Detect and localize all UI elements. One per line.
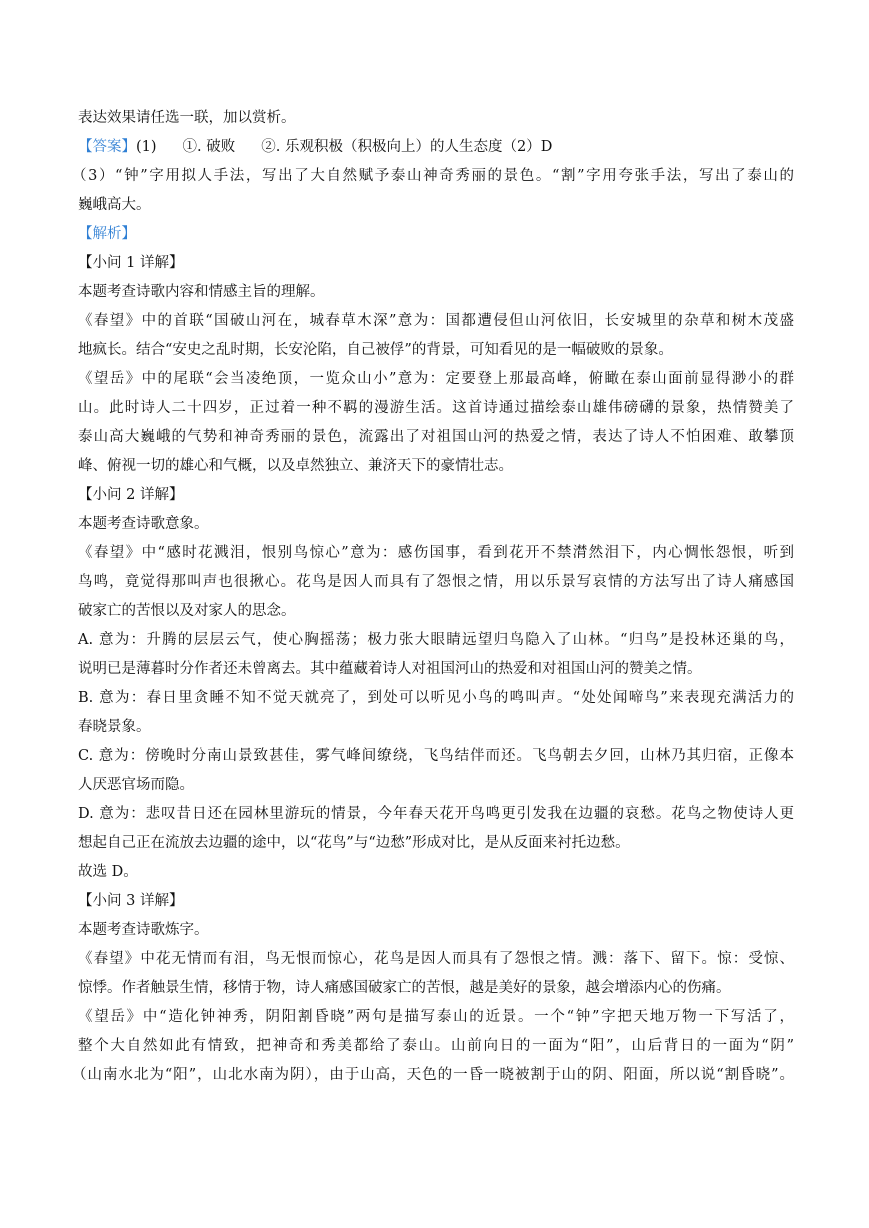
- q1-line-5: 山。此时诗人二十四岁，正过着一种不羁的漫游生活。这首诗通过描绘泰山雄伟磅礴的景象，热情赞美了: [78, 400, 794, 416]
- q1-heading: 【小问 1 详解】: [78, 255, 184, 271]
- q2-heading: 【小问 2 详解】: [78, 487, 184, 503]
- answer-line: [78, 133, 794, 162]
- q1-line-7: 峰、俯视一切的雄心和气概，以及卓然独立、兼济天下的豪情壮志。: [78, 458, 513, 474]
- q2-option-d-line-2: 想起自己正在流放去边疆的途中，以“花鸟”与“边愁”形成对比，是从反面来衬托边愁。: [78, 835, 630, 851]
- answer-3-line-1: （3）“钟”字用拟人手法，写出了大自然赋予泰山神奇秀丽的景色。“割”字用夸张手法，写出了泰山的: [72, 168, 794, 184]
- q3-line-3: 惊悸。作者触景生情，移情于物，诗人痛感国破家亡的苦恨，越是美好的景象，越会增添内心的伤痛。: [78, 980, 731, 996]
- q2-option-c-line-1: C. 意为：傍晚时分南山景致甚佳，雾气峰间缭绕，飞鸟结伴而还。飞鸟朝去夕回，山林乃其归宿，正像本: [78, 748, 794, 764]
- answer-part-3: ②. 乐观积极（积极向上）的人生态度（2）D: [261, 139, 553, 155]
- q2-option-b-line-1: B. 意为：春日里贪睡不知不觉天就亮了，到处可以听见小鸟的鸣叫声。“处处闻啼鸟”来表现充满活力的: [78, 690, 794, 706]
- q3-heading: 【小问 3 详解】: [78, 893, 184, 909]
- answer-3-line-2: 巍峨高大。: [78, 197, 151, 213]
- document-body: [72, 104, 794, 1090]
- q2-option-a-line-1: A. 意为：升腾的层层云气，使心胸摇荡；极力张大眼睛远望归鸟隐入了山林。“归鸟”是投林还巢的鸟，: [78, 632, 794, 648]
- q1-line-2: 《春望》中的首联“国破山河在，城春草木深”意为：国都遭侵但山河依旧，长安城里的杂草和树木茂盛: [78, 313, 794, 329]
- q1-line-1: 本题考查诗歌内容和情感主旨的理解。: [78, 284, 325, 300]
- q3-line-1: 本题考查诗歌炼字。: [78, 922, 209, 938]
- q2-option-a-line-2: 说明已是薄暮时分作者还未曾离去。其中蕴藏着诗人对祖国河山的热爱和对祖国山河的赞美之情。: [78, 661, 702, 677]
- q1-line-4: 《望岳》中的尾联“会当凌绝顶，一览众山小”意为：定要登上那最高峰，俯瞰在泰山面前显得渺小的群: [78, 371, 794, 387]
- q2-line-4: 破家亡的苦恨以及对家人的思念。: [78, 603, 296, 619]
- answer-part-1: (1): [136, 139, 157, 155]
- q2-line-2: 《春望》中“感时花溅泪，恨别鸟惊心”意为：感伤国事，看到花开不禁潸然泪下，内心惆怅怨恨，听到: [78, 545, 794, 561]
- q3-line-4: 《望岳》中“造化钟神秀，阴阳割昏晓”两句是描写泰山的近景。一个“钟”字把天地万物一下写活了，: [78, 1009, 794, 1025]
- q2-line-3: 鸟鸣，竟觉得那叫声也很揪心。花鸟是因人而具有了怨恨之情，用以乐景写哀情的方法写出了诗人痛感国: [78, 574, 794, 590]
- q2-option-c-line-2: 人厌恶官场而隐。: [78, 777, 194, 793]
- q2-line-1: 本题考查诗歌意象。: [78, 516, 209, 532]
- answer-part-2: ①. 破败: [182, 139, 236, 155]
- q1-line-3: 地疯长。结合“安史之乱时期，长安沦陷，自己被俘”的背景，可知看见的是一幅破败的景象。: [78, 342, 673, 358]
- q3-line-5: 整个大自然如此有情致，把神奇和秀美都给了泰山。山前向日的一面为“阳”，山后背日的一面为“阴”: [78, 1038, 794, 1054]
- q3-line-6: （山南水北为“阳”，山北水南为阴），由于山高，天色的一昏一晓被割于山的阴、阳面，所以说“割昏晓”。: [72, 1067, 794, 1083]
- analysis-tag: 【解析】: [78, 226, 136, 242]
- q2-option-d-line-1: D. 意为：悲叹昔日还在园林里游玩的情景，今年春天花开鸟鸣更引发我在边疆的哀愁。花鸟之物使诗人更: [78, 806, 794, 822]
- q2-conclusion: 故选 D。: [78, 864, 138, 880]
- q2-option-b-line-2: 春晓景象。: [78, 719, 151, 735]
- answer-tag: 【答案】: [78, 139, 136, 155]
- question-tail: 表达效果请任选一联，加以赏析。: [78, 110, 296, 126]
- q3-line-2: 《春望》中花无情而有泪，鸟无恨而惊心，花鸟是因人而具有了怨恨之情。溅：落下、留下。惊：受惊、: [78, 951, 794, 967]
- q1-line-6: 泰山高大巍峨的气势和神奇秀丽的景色，流露出了对祖国山河的热爱之情，表达了诗人不怕困难、敢攀顶: [78, 429, 794, 445]
